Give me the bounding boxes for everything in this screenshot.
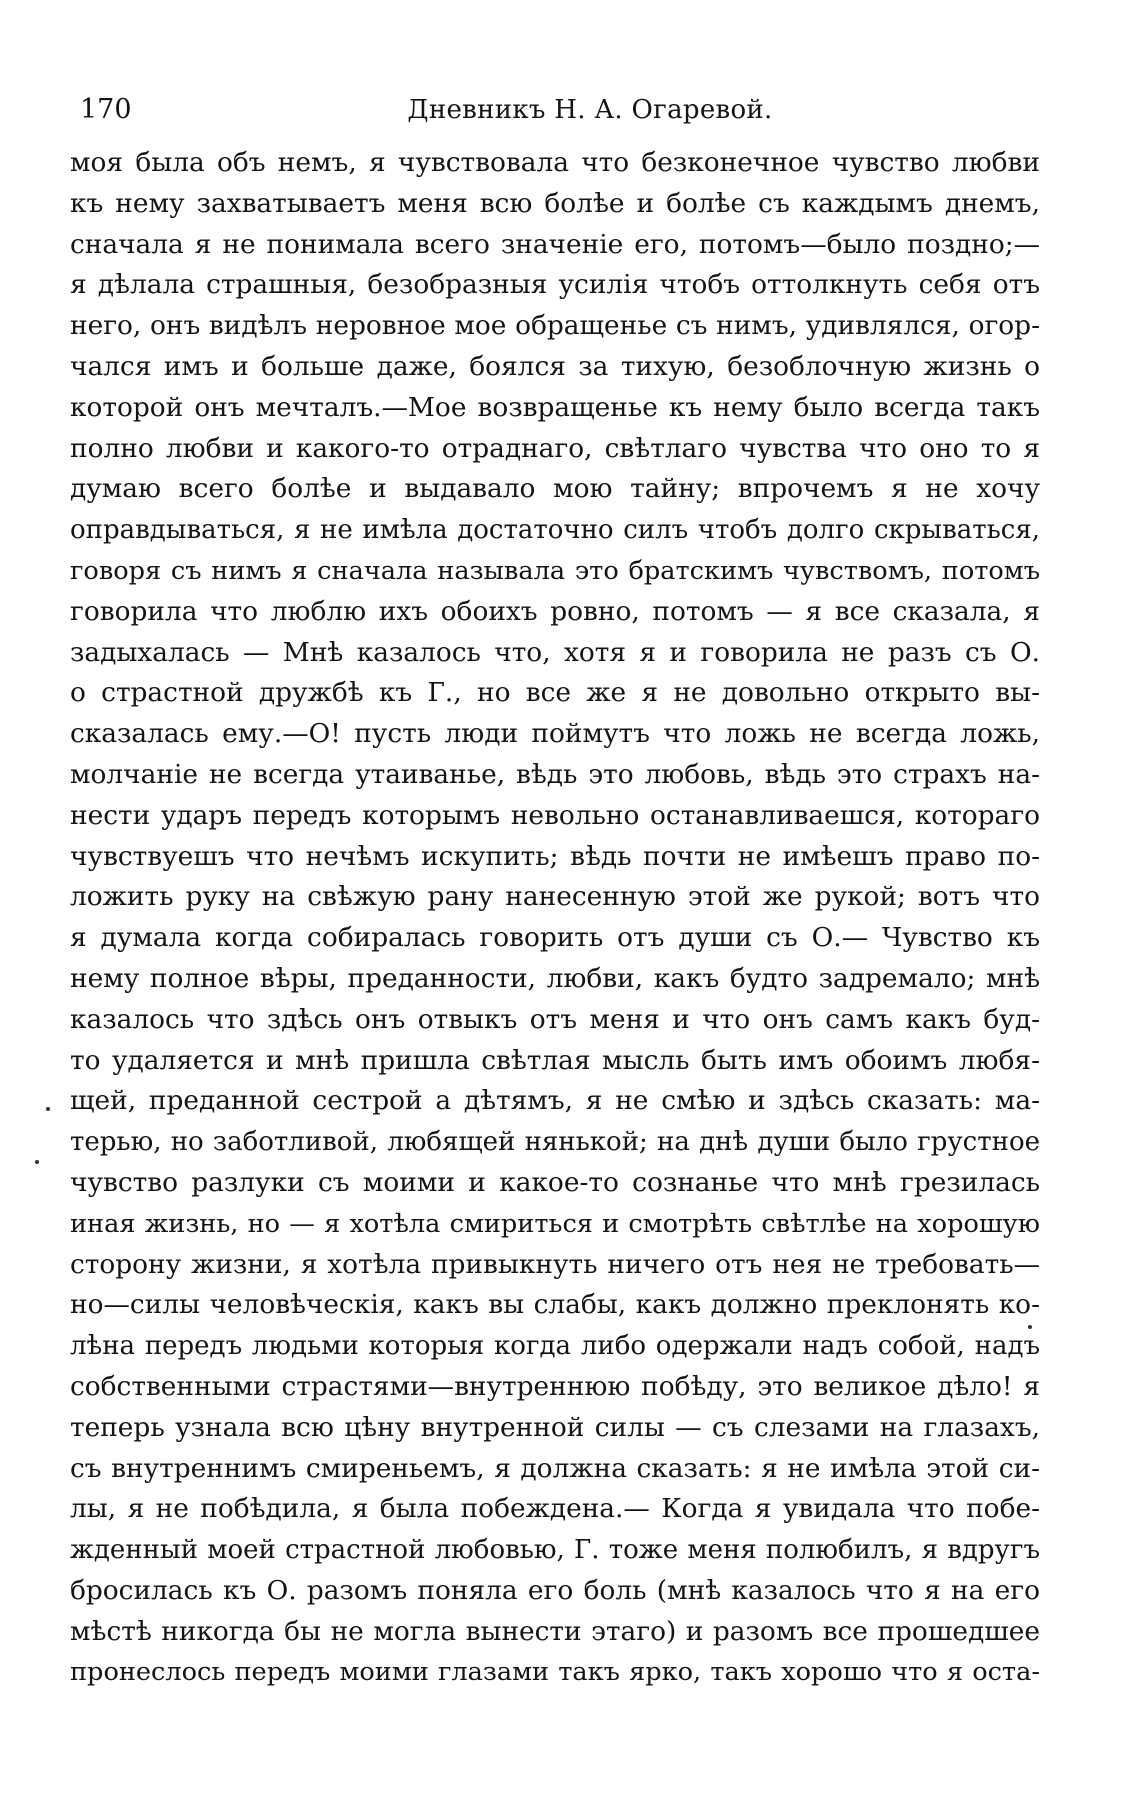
text-line	[70, 633, 1040, 674]
text-line	[70, 1204, 1040, 1245]
text-line-content: къ нему захватываетъ меня всю болѣе и болѣе съ каждымъ днемъ,	[70, 187, 1040, 219]
text-line-content: полно любви и какого-то отраднаго, свѣтлаго чувства что оно то я	[70, 432, 1040, 464]
text-line-content: нему полное вѣры, преданности, любви, какъ будто задремало; мнѣ	[70, 962, 1040, 994]
text-line	[70, 714, 1040, 755]
text-line	[70, 429, 1040, 470]
text-line-content: говорила что люблю ихъ обоихъ ровно, потомъ — я все сказала, я	[70, 595, 1040, 627]
text-line-content: лѣна передъ людьми которыя когда либо одержали надъ собой, надъ	[70, 1331, 1040, 1362]
text-line	[70, 1449, 1040, 1490]
text-line	[70, 1326, 1040, 1367]
text-line	[70, 673, 1040, 714]
text-line	[70, 143, 1040, 184]
text-line-content: съ внутреннимъ смиреньемъ, я должна сказать: я не имѣла этой си-	[70, 1452, 1040, 1484]
running-title: Дневникъ Н. А. Огаревой.	[407, 95, 773, 125]
text-line-content: ложить руку на свѣжую рану нанесенную этой же рукой; вотъ что	[70, 881, 1040, 913]
text-line-content: иная жизнь, но — я хотѣла смириться и смотрѣть свѣтлѣе на хорошую	[70, 1208, 1040, 1239]
text-line	[70, 184, 1040, 225]
page-number: 170	[80, 94, 132, 125]
text-line-content: говоря съ нимъ я сначала называла это братскимъ чувствомъ, потомъ	[70, 555, 1040, 586]
text-line-content: сторону жизни, я хотѣла привыкнуть ничего отъ нея не требовать—	[70, 1248, 1040, 1280]
text-line	[70, 469, 1040, 510]
text-line	[70, 1122, 1040, 1163]
print-speck	[46, 1107, 50, 1111]
text-line	[70, 796, 1040, 837]
text-line-content: чувство разлуки съ моими и какое-то сознанье что мнѣ грезилась	[70, 1166, 1040, 1198]
text-line	[70, 1652, 1040, 1693]
text-line-content: я дѣлала страшныя, безобразныя усилiя чтобъ оттолкнуть себя отъ	[70, 269, 1040, 301]
text-line	[70, 959, 1040, 1000]
text-line	[70, 551, 1040, 592]
text-line-content: но—силы человѣческiя, какъ вы слабы, какъ должно преклонять ко-	[70, 1289, 1040, 1321]
text-line	[70, 306, 1040, 347]
text-line	[70, 837, 1040, 878]
print-speck	[1028, 1325, 1032, 1329]
text-line-content: казалось что здѣсь онъ отвыкъ отъ меня и что онъ самъ какъ буд-	[70, 1003, 1040, 1035]
text-line-content: него, онъ видѣлъ неровное мое обращенье съ нимъ, удивлялся, огор-	[70, 310, 1040, 342]
text-line	[70, 1245, 1040, 1286]
text-line	[70, 1408, 1040, 1449]
text-line-content: жденный моей страстной любовью, Г. тоже меня полюбилъ, я вдругъ	[70, 1535, 1040, 1566]
text-line-content: чувствуешъ что нечѣмъ искупить; вѣдь почти не имѣешъ право по-	[70, 840, 1040, 872]
text-line	[70, 1041, 1040, 1082]
text-line	[70, 347, 1040, 388]
text-line-content: сказалась ему.—О! пусть люди поймутъ что ложь не всегда ложь,	[70, 718, 1040, 750]
text-line	[70, 755, 1040, 796]
text-line-content: нести ударъ передъ которымъ невольно останавливаешся, котораго	[70, 799, 1040, 831]
text-line-content: о страстной дружбѣ къ Г., но все же я не довольно открыто вы-	[70, 677, 1040, 709]
text-line-content: терью, но заботливой, любящей нянькой; на днѣ души было грустное	[70, 1127, 1040, 1158]
print-speck	[35, 1160, 39, 1164]
text-line	[70, 1571, 1040, 1612]
text-line-content: думаю всего болѣе и выдавало мою тайну; впрочемъ я не хочу	[70, 473, 1040, 505]
text-line-content: я думала когда собиралась говорить отъ души съ О.— Чувство къ	[70, 922, 1040, 954]
page-header	[80, 90, 1040, 130]
text-line	[70, 225, 1040, 266]
text-line-content: пронеслось передъ моими глазами такъ ярко, такъ хорошо что я оста-	[70, 1657, 1040, 1688]
text-line	[70, 1489, 1040, 1530]
text-line-content: оправдываться, я не имѣла достаточно силъ чтобъ долго скрываться,	[70, 515, 1040, 546]
text-line	[70, 1367, 1040, 1408]
text-line-content: бросилась къ О. разомъ поняла его боль (мнѣ казалось что я на его	[70, 1574, 1040, 1606]
text-line-content: лы, я не побѣдила, я была побеждена.— Когда я увидала что побе-	[70, 1493, 1040, 1525]
text-line	[70, 388, 1040, 429]
text-line	[70, 877, 1040, 918]
text-line-content: то удаляется и мнѣ пришла свѣтлая мысль быть имъ обоимъ любя-	[70, 1044, 1040, 1076]
text-line	[70, 1163, 1040, 1204]
text-line	[70, 510, 1040, 551]
body-text	[70, 143, 1040, 1693]
text-line	[70, 1530, 1040, 1571]
text-line	[70, 1612, 1040, 1653]
text-line-content: собственными страстями—внутреннюю побѣду, это великое дѣло! я	[70, 1370, 1040, 1402]
text-line	[70, 592, 1040, 633]
text-line-content: чался имъ и больше даже, боялся за тихую, безоблочную жизнь о	[70, 350, 1040, 382]
text-line-content: мѣстѣ никогда бы не могла вынести этаго) и разомъ все прошедшее	[70, 1615, 1040, 1647]
text-line-content: задыхалась — Мнѣ казалось что, хотя я и говорила не разъ съ О.	[70, 636, 1040, 668]
text-line-content: сначала я не понимала всего значенiе его, потомъ—было поздно;—	[70, 228, 1040, 260]
text-line	[70, 265, 1040, 306]
text-line-content: молчанiе не всегда утаиванье, вѣдь это любовь, вѣдь это страхъ на-	[70, 758, 1040, 790]
text-line-content: щей, преданной сестрой а дѣтямъ, я не смѣю и здѣсь сказать: ма-	[70, 1085, 1040, 1117]
text-line	[70, 1081, 1040, 1122]
text-line	[70, 1000, 1040, 1041]
text-line-content: моя была объ немъ, я чувствовала что безконечное чувство любви	[70, 147, 1040, 178]
text-line	[70, 918, 1040, 959]
text-line-content: теперь узнала всю цѣну внутренной силы — съ слезами на глазахъ,	[70, 1411, 1040, 1443]
text-line	[70, 1285, 1040, 1326]
text-line-content: которой онъ мечталъ.—Мое возвращенье къ нему было всегда такъ	[70, 391, 1040, 423]
